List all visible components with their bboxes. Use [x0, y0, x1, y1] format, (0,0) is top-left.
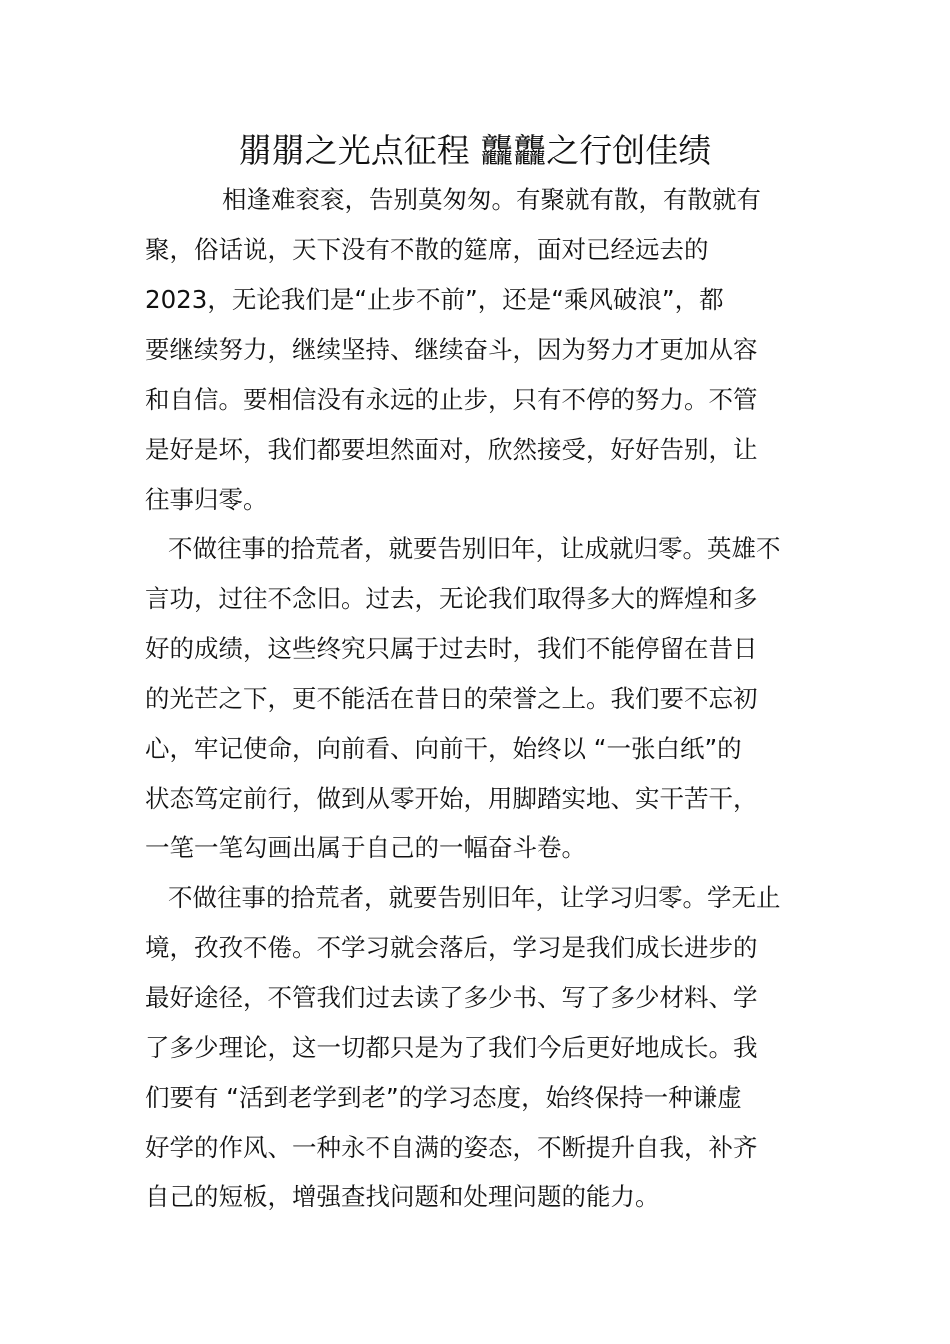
paragraph-line: 好学的作风、一种永不自满的姿态，不断提升自我，补齐	[145, 1133, 758, 1162]
paragraph-line: 境，孜孜不倦。不学习就会落后，学习是我们成长进步的	[145, 933, 758, 962]
paragraph-line: 好的成绩，这些终究只属于过去时，我们不能停留在昔日	[145, 634, 758, 663]
paragraph-line: 的光芒之下，更不能活在昔日的荣誉之上。我们要不忘初	[145, 684, 758, 713]
document-title: 朤朤之光点征程 龘龘之行创佳绩	[238, 131, 712, 170]
paragraph-line: 心，牢记使命，向前看、向前干，始终以 “一张白纸”的	[145, 734, 742, 763]
paragraph-line: 是好是坏，我们都要坦然面对，欣然接受，好好告别，让	[145, 435, 758, 464]
paragraph-line: 聚，俗话说，天下没有不散的筵席，面对已经远去的	[145, 235, 709, 264]
paragraph-line: 自己的短板，增强查找问题和处理问题的能力。	[145, 1182, 660, 1211]
paragraph-line: 状态笃定前行，做到从零开始，用脚踏实地、实干苦干，	[145, 784, 758, 813]
paragraph-line: 相逢难衮衮，告别莫匆匆。有聚就有散，有散就有	[222, 185, 761, 214]
paragraph-line: 了多少理论，这一切都只是为了我们今后更好地成长。我	[145, 1033, 758, 1062]
paragraph-line: 们要有 “活到老学到老”的学习态度，始终保持一种谦虚	[145, 1083, 742, 1112]
paragraph-line: 一笔一笔勾画出属于自己的一幅奋斗卷。	[145, 833, 586, 862]
paragraph-line: 和自信。要相信没有永远的止步，只有不停的努力。不管	[145, 385, 758, 414]
paragraph-line: 2023，无论我们是“止步不前”，还是“乘风破浪”，都	[145, 285, 724, 314]
paragraph-line: 往事归零。	[145, 485, 268, 514]
paragraph-line: 不做往事的拾荒者，就要告别旧年，让成就归零。英雄不	[168, 534, 781, 563]
paragraph-line: 要继续努力，继续坚持、继续奋斗，因为努力才更加从容	[145, 335, 758, 364]
paragraph-line: 言功，过往不念旧。过去，无论我们取得多大的辉煌和多	[145, 584, 758, 613]
paragraph-line: 最好途径，不管我们过去读了多少书、写了多少材料、学	[145, 983, 758, 1012]
paragraph-line: 不做往事的拾荒者，就要告别旧年，让学习归零。学无止	[168, 883, 781, 912]
